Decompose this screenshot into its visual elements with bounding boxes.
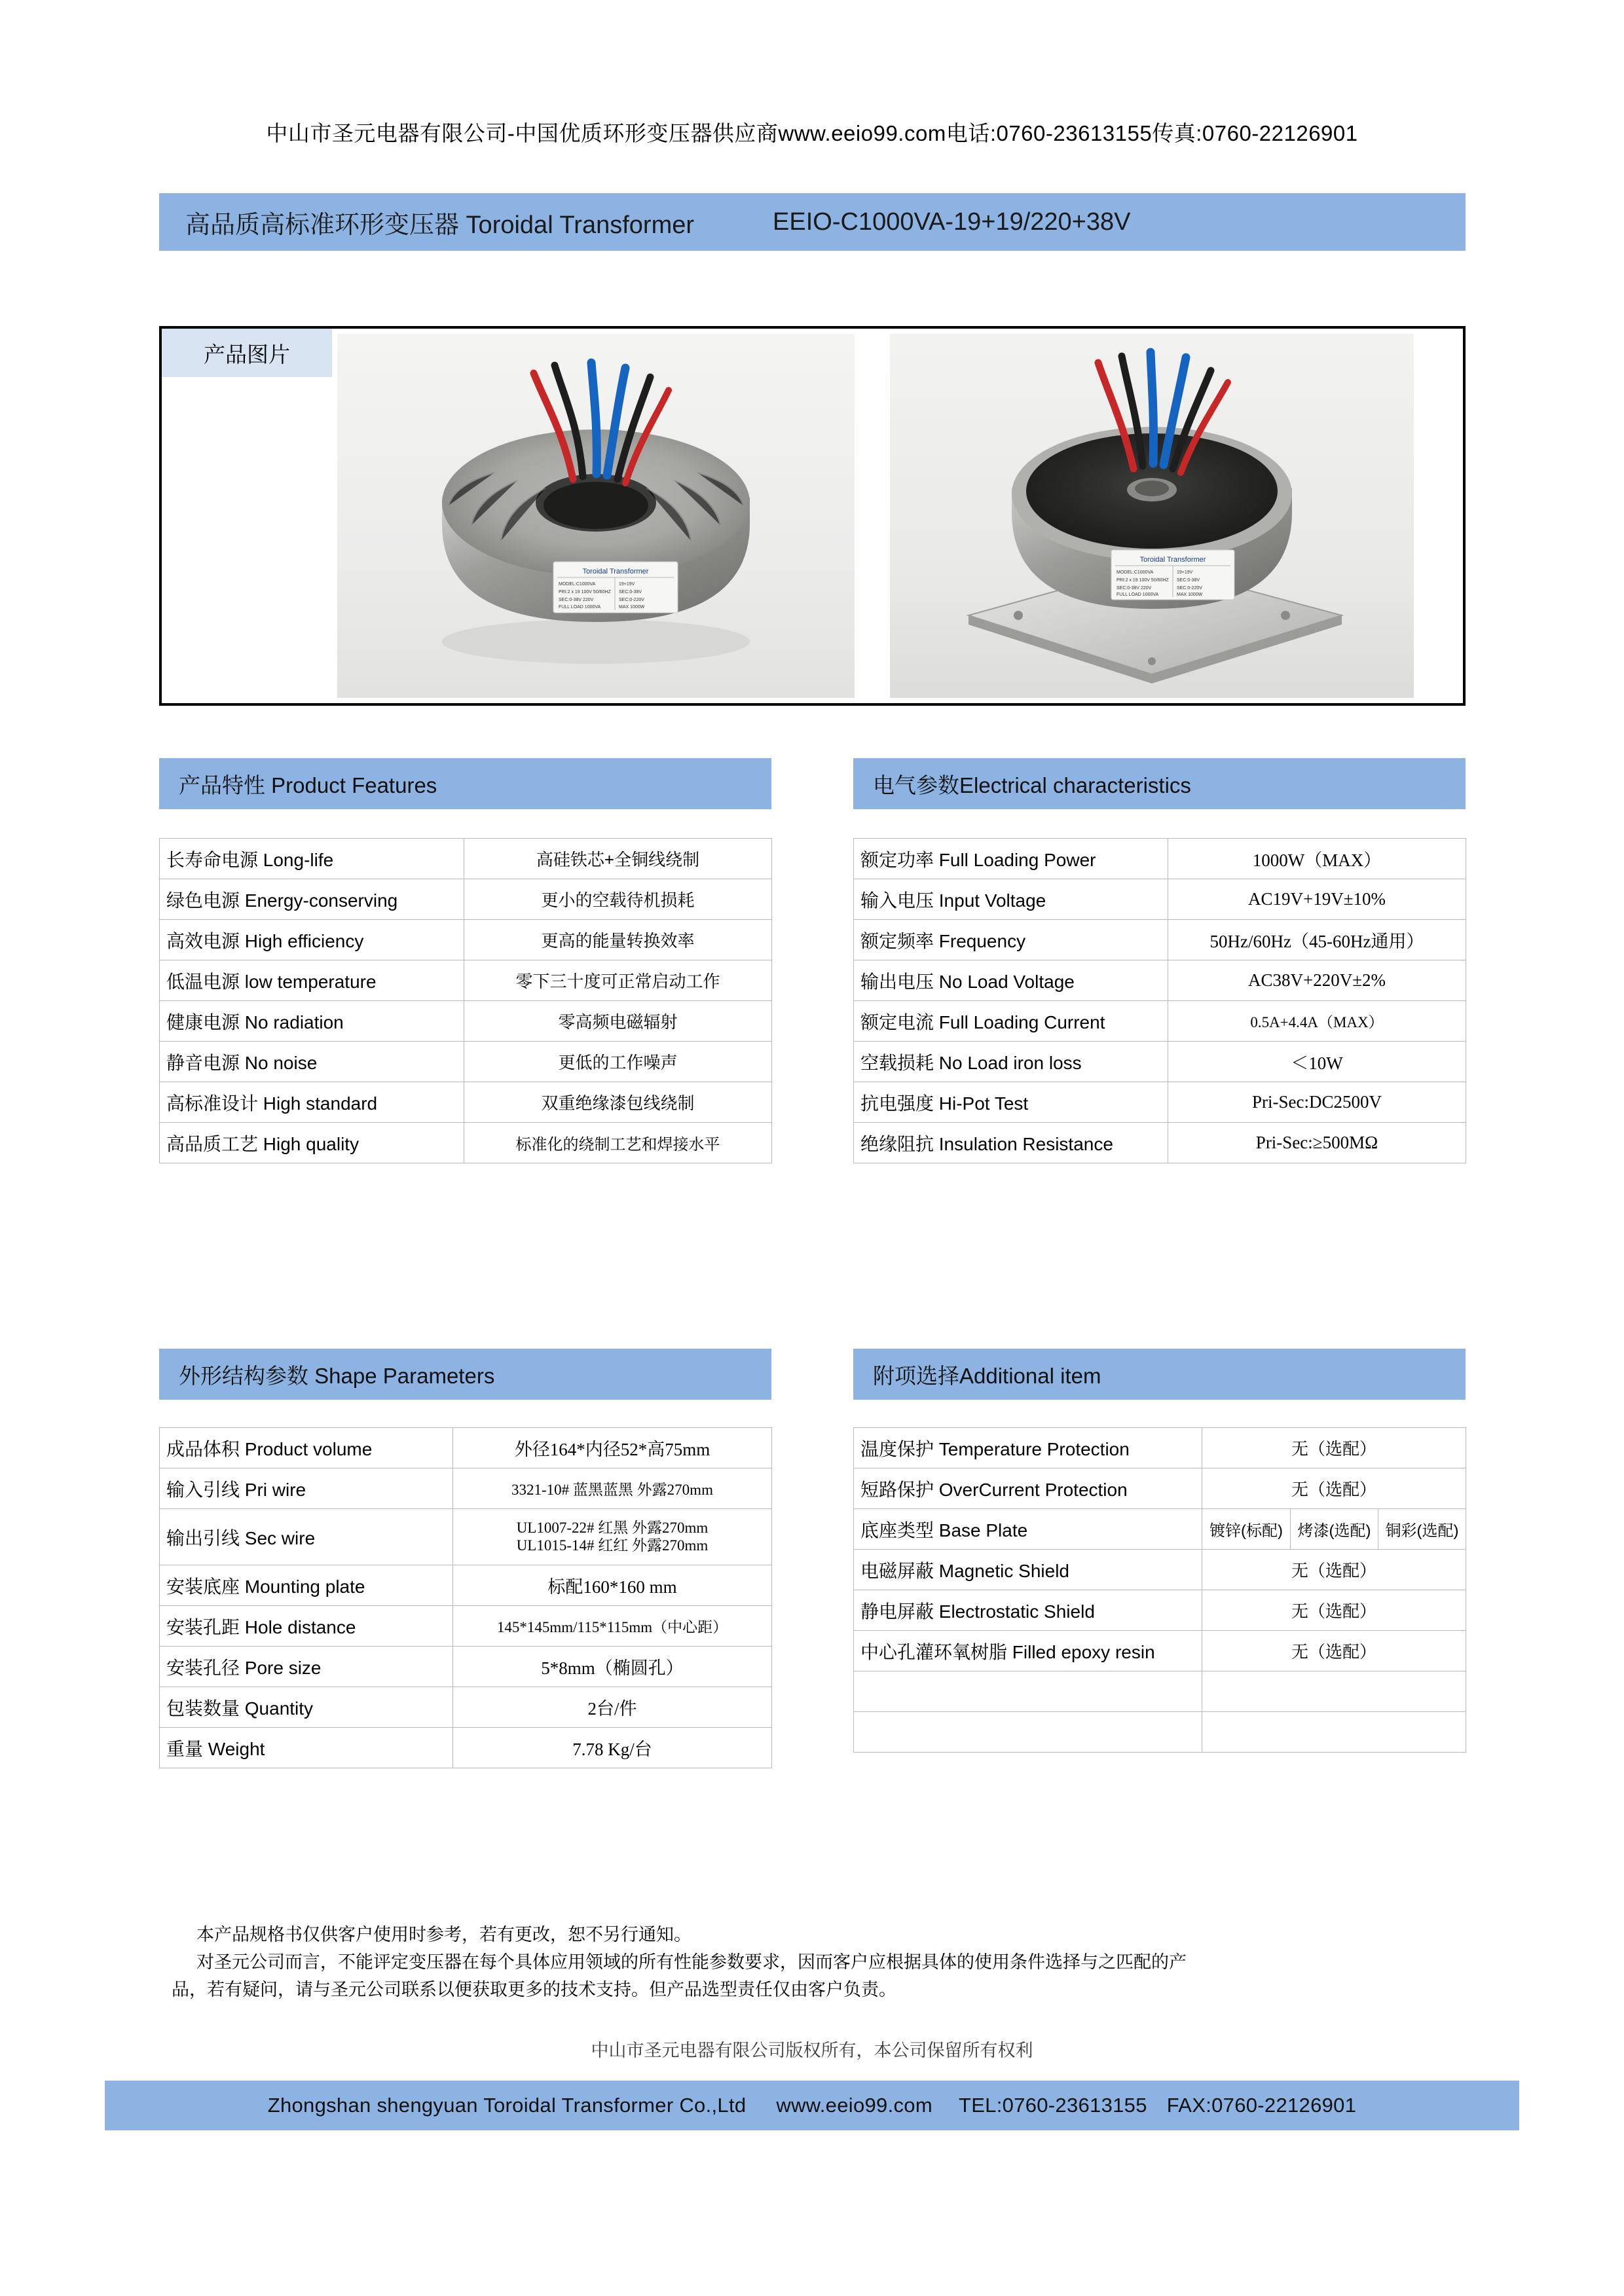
feature-label: 长寿命电源 Long-life — [160, 839, 464, 879]
table-row — [160, 1606, 772, 1647]
table-row — [854, 1550, 1466, 1590]
shape-value: 2台/件 — [453, 1687, 772, 1728]
svg-text:PRI:2 x 19 100V 50/60HZ: PRI:2 x 19 100V 50/60HZ — [559, 590, 611, 594]
additional-label: 温度保护 Temperature Protection — [854, 1428, 1202, 1468]
svg-text:MAX 1000W: MAX 1000W — [1177, 592, 1203, 597]
svg-text:FULL LOAD 1000VA: FULL LOAD 1000VA — [559, 605, 601, 610]
toroid-photo-with-plate — [890, 334, 1414, 698]
feature-value: 更高的能量转换效率 — [464, 920, 772, 960]
footer-website[interactable]: www.eeio99.com — [776, 2094, 932, 2117]
feature-label: 高标准设计 High standard — [160, 1082, 464, 1123]
svg-text:SEC:0-38V 220V: SEC:0-38V 220V — [1116, 586, 1152, 591]
shape-value-line2: UL1015-14# 红红 外露270mm — [516, 1537, 709, 1554]
features-table — [159, 838, 772, 1163]
table-row — [160, 1509, 772, 1565]
feature-label: 绿色电源 Energy-conserving — [160, 879, 464, 920]
electrical-value: 1000W（MAX） — [1168, 839, 1466, 879]
shape-label: 安装孔径 Pore size — [160, 1647, 453, 1687]
table-row — [854, 1428, 1466, 1468]
table-row — [854, 1082, 1466, 1123]
table-row — [160, 839, 772, 879]
svg-text:MODEL:C1000VA: MODEL:C1000VA — [559, 582, 596, 587]
feature-value: 高硅铁芯+全铜线绕制 — [464, 839, 772, 879]
additional-label — [854, 1712, 1202, 1753]
electrical-value: AC38V+220V±2% — [1168, 960, 1466, 1001]
table-row — [160, 1687, 772, 1728]
shape-value: 3321-10# 蓝黑蓝黑 外露270mm — [453, 1468, 772, 1509]
photo-label-title: Toroidal Transformer — [582, 568, 649, 575]
shape-label: 输出引线 Sec wire — [160, 1509, 453, 1565]
electrical-value: 50Hz/60Hz（45-60Hz通用） — [1168, 920, 1466, 960]
electrical-value: AC19V+19V±10% — [1168, 879, 1466, 920]
table-row — [160, 1647, 772, 1687]
product-image-label: 产品图片 — [162, 329, 332, 377]
note-line-3: 品，若有疑问，请与圣元公司联系以便获取更多的技术支持。但产品选型责任仅由客户负责。 — [172, 1979, 896, 1999]
electrical-value: Pri-Sec:≥500MΩ — [1168, 1123, 1466, 1163]
additional-label: 静电屏蔽 Electrostatic Shield — [854, 1590, 1202, 1631]
table-row — [854, 839, 1466, 879]
footer-bar — [105, 2081, 1519, 2130]
electrical-label: 空载损耗 No Load iron loss — [854, 1042, 1168, 1082]
electrical-label: 额定功率 Full Loading Power — [854, 839, 1168, 879]
additional-value — [1202, 1671, 1466, 1712]
shape-value: 145*145mm/115*115mm（中心距） — [453, 1606, 772, 1647]
svg-text:19+19V: 19+19V — [619, 582, 635, 587]
shape-label: 重量 Weight — [160, 1728, 453, 1768]
additional-value: 无（选配） — [1202, 1631, 1466, 1671]
table-row — [854, 1468, 1466, 1509]
electrical-value: 0.5A+4.4A（MAX） — [1168, 1001, 1466, 1042]
table-row — [160, 1428, 772, 1468]
svg-text:SEC:0-38V 220V: SEC:0-38V 220V — [559, 598, 594, 602]
shape-value-line1: UL1007-22# 红黑 外露270mm — [516, 1520, 709, 1537]
electrical-label: 额定频率 Frequency — [854, 920, 1168, 960]
svg-text:SEC:0-220V: SEC:0-220V — [619, 598, 644, 602]
note-line-1: 本产品规格书仅供客户使用时参考，若有更改，恕不另行通知。 — [196, 1925, 692, 1944]
note-line-2: 对圣元公司而言，不能评定变压器在每个具体应用领域的所有性能参数要求，因而客户应根据具体的使用条件选择与之匹配的产 — [196, 1952, 1187, 1972]
product-photo-1 — [337, 334, 855, 698]
table-row — [160, 1565, 772, 1606]
shape-label: 安装底座 Mounting plate — [160, 1565, 453, 1606]
table-row — [160, 1042, 772, 1082]
shape-value: 标配160*160 mm — [453, 1565, 772, 1606]
base-plate-option-zinc: 镀锌(标配) — [1202, 1509, 1291, 1550]
copyright-text: 中山市圣元电器有限公司版权所有，本公司保留所有权利 — [591, 2041, 1033, 2060]
electrical-table — [853, 838, 1466, 1163]
feature-label: 高品质工艺 High quality — [160, 1123, 464, 1163]
additional-value — [1202, 1712, 1466, 1753]
table-row — [854, 1631, 1466, 1671]
header-website: www.eeio99.com — [778, 121, 946, 145]
electrical-label: 额定电流 Full Loading Current — [854, 1001, 1168, 1042]
additional-table — [853, 1427, 1466, 1753]
table-row — [854, 1590, 1466, 1631]
base-plate-option-copper: 铜彩(选配) — [1378, 1509, 1466, 1550]
shape-label: 安装孔距 Hole distance — [160, 1606, 453, 1647]
svg-text:SEC:0-220V: SEC:0-220V — [1177, 586, 1202, 591]
svg-text:PRI:2 x 19 100V 50/60HZ: PRI:2 x 19 100V 50/60HZ — [1116, 578, 1169, 583]
svg-text:SEC:0-38V: SEC:0-38V — [1177, 578, 1200, 583]
electrical-label: 抗电强度 Hi-Pot Test — [854, 1082, 1168, 1123]
svg-text:19+19V: 19+19V — [1177, 570, 1193, 575]
table-row — [160, 920, 772, 960]
svg-text:FULL LOAD 1000VA: FULL LOAD 1000VA — [1116, 592, 1159, 597]
page-header — [0, 117, 1624, 147]
additional-label — [854, 1671, 1202, 1712]
shape-label: 输入引线 Pri wire — [160, 1468, 453, 1509]
feature-value: 零高频电磁辐射 — [464, 1001, 772, 1042]
additional-value: 无（选配） — [1202, 1550, 1466, 1590]
svg-text:SEC:0-38V: SEC:0-38V — [619, 590, 642, 594]
feature-label: 低温电源 low temperature — [160, 960, 464, 1001]
table-row — [854, 1123, 1466, 1163]
electrical-label: 输入电压 Input Voltage — [854, 879, 1168, 920]
additional-label: 短路保护 OverCurrent Protection — [854, 1468, 1202, 1509]
features-heading: 产品特性 Product Features — [159, 758, 771, 809]
table-row — [160, 1123, 772, 1163]
footer-company: Zhongshan shengyuan Toroidal Transformer Co.,Ltd — [267, 2094, 747, 2117]
electrical-label: 输出电压 No Load Voltage — [854, 960, 1168, 1001]
table-row — [160, 879, 772, 920]
table-row — [854, 1509, 1466, 1550]
feature-value: 标准化的绕制工艺和焊接水平 — [464, 1123, 772, 1163]
table-row — [854, 1001, 1466, 1042]
table-row — [160, 960, 772, 1001]
shape-table — [159, 1427, 772, 1768]
table-row — [854, 1712, 1466, 1753]
product-title: 高品质高标准环形变压器 Toroidal Transformer — [185, 211, 695, 239]
additional-value: 无（选配） — [1202, 1428, 1466, 1468]
svg-text:Toroidal Transformer: Toroidal Transformer — [1139, 556, 1206, 564]
feature-value: 更低的工作噪声 — [464, 1042, 772, 1082]
feature-value: 双重绝缘漆包线绕制 — [464, 1082, 772, 1123]
additional-heading: 附项选择Additional item — [853, 1349, 1466, 1400]
additional-value: 无（选配） — [1202, 1590, 1466, 1631]
feature-value: 更小的空载待机损耗 — [464, 879, 772, 920]
shape-heading: 外形结构参数 Shape Parameters — [159, 1349, 771, 1400]
electrical-heading: 电气参数Electrical characteristics — [853, 758, 1466, 809]
product-image-box — [159, 326, 1466, 706]
table-row — [160, 1728, 772, 1768]
title-bar — [159, 193, 1466, 251]
shape-value: 5*8mm（椭圆孔） — [453, 1647, 772, 1687]
header-tel: 电话:0760-23613155 — [946, 121, 1153, 145]
shape-value: 外径164*内径52*高75mm — [453, 1428, 772, 1468]
additional-label: 中心孔灌环氧树脂 Filled epoxy resin — [854, 1631, 1202, 1671]
model-number: EEIO-C1000VA-19+19/220+38V — [773, 208, 1131, 236]
table-row — [160, 1082, 772, 1123]
footer-fax: FAX:0760-22126901 — [1166, 2094, 1357, 2117]
table-row — [854, 920, 1466, 960]
shape-value: 7.78 Kg/台 — [453, 1728, 772, 1768]
table-row — [854, 1671, 1466, 1712]
header-company-cn: 中山市圣元电器有限公司-中国优质环形变压器供应商 — [266, 121, 779, 145]
additional-label: 底座类型 Base Plate — [854, 1509, 1202, 1550]
footer-tel: TEL:0760-23613155 — [958, 2094, 1147, 2117]
feature-label: 高效电源 High efficiency — [160, 920, 464, 960]
additional-label: 电磁屏蔽 Magnetic Shield — [854, 1550, 1202, 1590]
feature-value: 零下三十度可正常启动工作 — [464, 960, 772, 1001]
shape-label: 包装数量 Quantity — [160, 1687, 453, 1728]
additional-value: 无（选配） — [1202, 1468, 1466, 1509]
electrical-value: ＜10W — [1168, 1042, 1466, 1082]
table-row — [854, 879, 1466, 920]
header-fax: 传真:0760-22126901 — [1152, 121, 1358, 145]
shape-value — [453, 1509, 772, 1565]
table-row — [160, 1001, 772, 1042]
table-row — [854, 960, 1466, 1001]
feature-label: 健康电源 No radiation — [160, 1001, 464, 1042]
svg-text:MODEL:C1000VA: MODEL:C1000VA — [1116, 570, 1154, 575]
product-photo-2 — [890, 334, 1414, 698]
svg-text:MAX 1000W: MAX 1000W — [619, 605, 645, 610]
base-plate-option-paint: 烤漆(选配) — [1291, 1509, 1378, 1550]
disclaimer-notes — [172, 1922, 1441, 2004]
shape-label: 成品体积 Product volume — [160, 1428, 453, 1468]
electrical-value: Pri-Sec:DC2500V — [1168, 1082, 1466, 1123]
table-row — [160, 1468, 772, 1509]
feature-label: 静音电源 No noise — [160, 1042, 464, 1082]
toroid-photo-front — [337, 334, 855, 698]
table-row — [854, 1042, 1466, 1082]
electrical-label: 绝缘阻抗 Insulation Resistance — [854, 1123, 1168, 1163]
